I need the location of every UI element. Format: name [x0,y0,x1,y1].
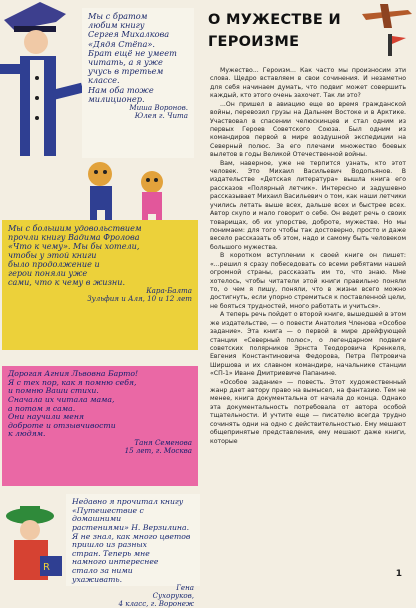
article-paragraph: Мужество... Героизм... Как часто мы произносим эти слова. Щедро вставляем в свои сочинения. И незаметно для себя начинаем думать, что подвиг может совершить каждый, кто этого очень захочет. Так ли это? [210,67,406,100]
letter-signature: Миша Воронов. Юлея г. Чита [129,102,188,120]
article-paragraph: В коротком вступлении к своей книге он пишет: «...решил я сразу побеседовать со всеми ребятами нашей огромной страны, рассказать им то, что знаю. Мне хотелось, чтобы читатели этой книги правильно поняли то, о чем я пишу, поняли, что в жизни всего можно достигнуть, если упорно стремиться к поставленной цели, не бояться трудностей, много работать и учиться». [210,252,406,310]
svg-text:R: R [43,562,50,573]
letter-signature: Кара-Балта Зульфия и Аля, 10 и 12 лет [87,286,192,304]
article-paragraph: Вам, наверное, уже не терпится узнать, кто этот человек. Это Михаил Васильевич Водопьянов. В издательстве «Детская литература» вышла книга его рассказов «Полярный летчик». Интересно и задушевно рассказывает Михаил Васильевич о том, как наши летчики учились летать выше всех, дальше всех и быстрее всех. Автор скупо и мало говорит о себе. Он ведет речь о своих товарищах, об их упорстве, доброте, мужестве. Но мы понимаем: для того чтобы так достоверно, просто и даже весело рассказать об этом, надо и самому быть человеком большого мужества. [210,159,406,251]
letter-verzilin [66,494,200,608]
letter-text: Мы с братом любим книгу Сергея Михалкова «Дядя Стёпа». Брат ещё не умеет читать, а я уже учусь в третьем классе. Нам оба тоже милиционер. [88,11,177,104]
letter-text: Дорогая Агния Львовна Барто! Я с тех пор, как я помню себя, и помню Ваши стихи. Сначала их читала мама, а потом я сама. Они научили меня доброте и отзывчивости к людям. [8,369,139,439]
letter-mikhalkov [82,8,194,158]
letter-signature: Гена Сухоруков, 4 класс, г. Воронеж [118,583,194,608]
page-number: 1 [395,569,402,579]
letter-frolov [2,220,198,350]
letter-barto [2,366,198,486]
article-paragraph: «Особое задание» — повесть. Этот художественный жанр дает автору право на вымысел, на фантазию. Тем не менее, книга документальна от начала до конца. Однако эта документальность потребовала от автора особой тщательности. И учтите еще — писателю всегда трудно сочинять одни на одно с действительностью. Ему мешают общепринятые представления, ему мешают даже книги, которые [210,378,406,445]
letter-text: Недавно я прочитал книгу «Путешествие с домашними растениями» Н. Верзилина. Я не знал, как много цветов пришло из разных стран. Теперь мне намного интереснее стало за ними ухаживать. [72,497,191,584]
letter-signature: Таня Семенова 15 лет, г. Москва [124,438,192,455]
article-paragraph: ...Он пришел в авиацию еще во время гражданской войны, перевозил грузы на Дальнем Востоке и в Арктике. Участвовал в спасении челюскинцев и стал одним из первых Героев Советского Союза. Был одним из командиров первой в мире воздушной экспедиции на Северный полюс. За его плечами множество боевых вылетов в годы Великой Отечественной войны. [210,100,406,159]
article-body [210,67,406,567]
article-paragraph: А теперь речь пойдет о второй книге, вышедшей в этом же издательстве, — о повести Анатолия Членова «Особое задание». Эта книга — о первой в мире дрейфующей станции «Северный полюс», о легендарном подвиге советских полярников Эрнста Теодоровича Кренкеля, Евгения Константиновича Федорова, Петра Петровича Ширшова и их славном командире, начальнике станции «СП-1» Иване Дмитриевиче Папанине. [210,311,406,378]
boy-with-book-illustration [0,502,66,589]
policeman-illustration [0,0,84,168]
article-column [200,0,416,589]
article-title [208,10,372,54]
letter-text: Мы с большим удовольствием прочли книгу Вадима Фролова «Что к чему». Мы бы хотели, чтобы у этой книги было продолжение и герои поняли уже сами, что к чему в жизни. [8,223,142,288]
article-title-line-2: ГЕРОИЗМЕ [208,33,300,50]
article-title-line-1: О МУЖЕСТВЕ И [208,12,341,28]
left-column [0,0,200,608]
